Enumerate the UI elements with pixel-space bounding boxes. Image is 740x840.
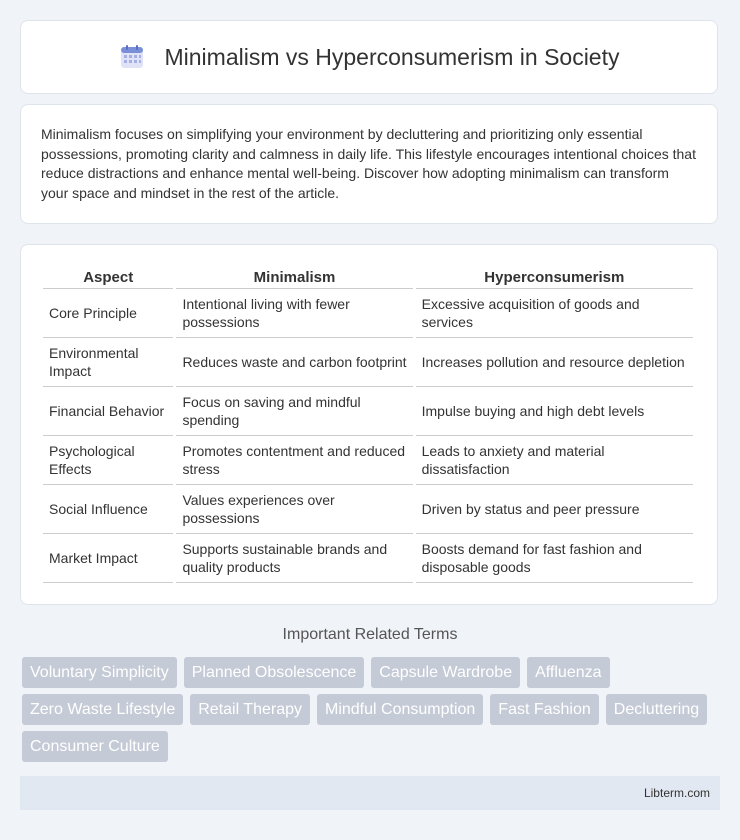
table-cell: Values experiences over possessions	[176, 485, 412, 534]
related-terms-list	[22, 657, 722, 768]
table-cell: Impulse buying and high debt levels	[416, 387, 693, 436]
table-row	[43, 534, 693, 583]
table-cell: Focus on saving and mindful spending	[176, 387, 412, 436]
table-row	[43, 436, 693, 485]
header-card	[20, 20, 718, 94]
intro-card	[20, 104, 718, 224]
intro-text: Minimalism focuses on simplifying your environment by decluttering and prioritizing only essential possessions, promoting clarity and calmness in daily life. This lifestyle encourages intentional choices that reduce distractions and enhance mental well-being. Discover how adopting minimalism can transform your space and mindset in the rest of the article.	[41, 126, 696, 201]
related-term-tag[interactable]: Retail Therapy	[190, 694, 310, 725]
table-row	[43, 289, 693, 338]
table-header-row	[43, 265, 693, 289]
footer	[20, 776, 720, 810]
column-header: Minimalism	[176, 265, 412, 289]
table-cell: Financial Behavior	[43, 387, 173, 436]
table-cell: Social Influence	[43, 485, 173, 534]
table-cell: Supports sustainable brands and quality products	[176, 534, 412, 583]
related-term-tag[interactable]: Fast Fashion	[490, 694, 598, 725]
table-cell: Core Principle	[43, 289, 173, 338]
footer-site-link[interactable]: Libterm.com	[643, 786, 710, 800]
related-term-tag[interactable]: Affluenza	[527, 657, 609, 688]
column-header: Aspect	[43, 265, 173, 289]
table-cell: Driven by status and peer pressure	[416, 485, 693, 534]
table-cell: Leads to anxiety and material dissatisfaction	[416, 436, 693, 485]
table-cell: Reduces waste and carbon footprint	[176, 338, 412, 387]
table-cell: Promotes contentment and reduced stress	[176, 436, 412, 485]
table-row	[43, 338, 693, 387]
related-term-tag[interactable]: Consumer Culture	[22, 731, 168, 762]
table-cell: Market Impact	[43, 534, 173, 583]
table-cell: Increases pollution and resource depletion	[416, 338, 693, 387]
comparison-table	[40, 265, 696, 583]
related-term-tag[interactable]: Planned Obsolescence	[184, 657, 365, 688]
table-cell: Boosts demand for fast fashion and disposable goods	[416, 534, 693, 583]
related-term-tag[interactable]: Voluntary Simplicity	[22, 657, 177, 688]
related-term-tag[interactable]: Zero Waste Lifestyle	[22, 694, 183, 725]
table-cell: Intentional living with fewer possessions	[176, 289, 412, 338]
comparison-table-card	[20, 244, 718, 605]
table-cell: Psychological Effects	[43, 436, 173, 485]
related-term-tag[interactable]: Capsule Wardrobe	[371, 657, 520, 688]
table-cell: Excessive acquisition of goods and services	[416, 289, 693, 338]
table-cell: Environmental Impact	[43, 338, 173, 387]
table-row	[43, 387, 693, 436]
page-title: Minimalism vs Hyperconsumerism in Society	[164, 43, 620, 70]
calendar-icon	[119, 44, 145, 70]
table-row	[43, 485, 693, 534]
related-term-tag[interactable]: Mindful Consumption	[317, 694, 483, 725]
related-terms-title: Important Related Terms	[282, 626, 458, 643]
column-header: Hyperconsumerism	[416, 265, 693, 289]
related-term-tag[interactable]: Decluttering	[606, 694, 707, 725]
